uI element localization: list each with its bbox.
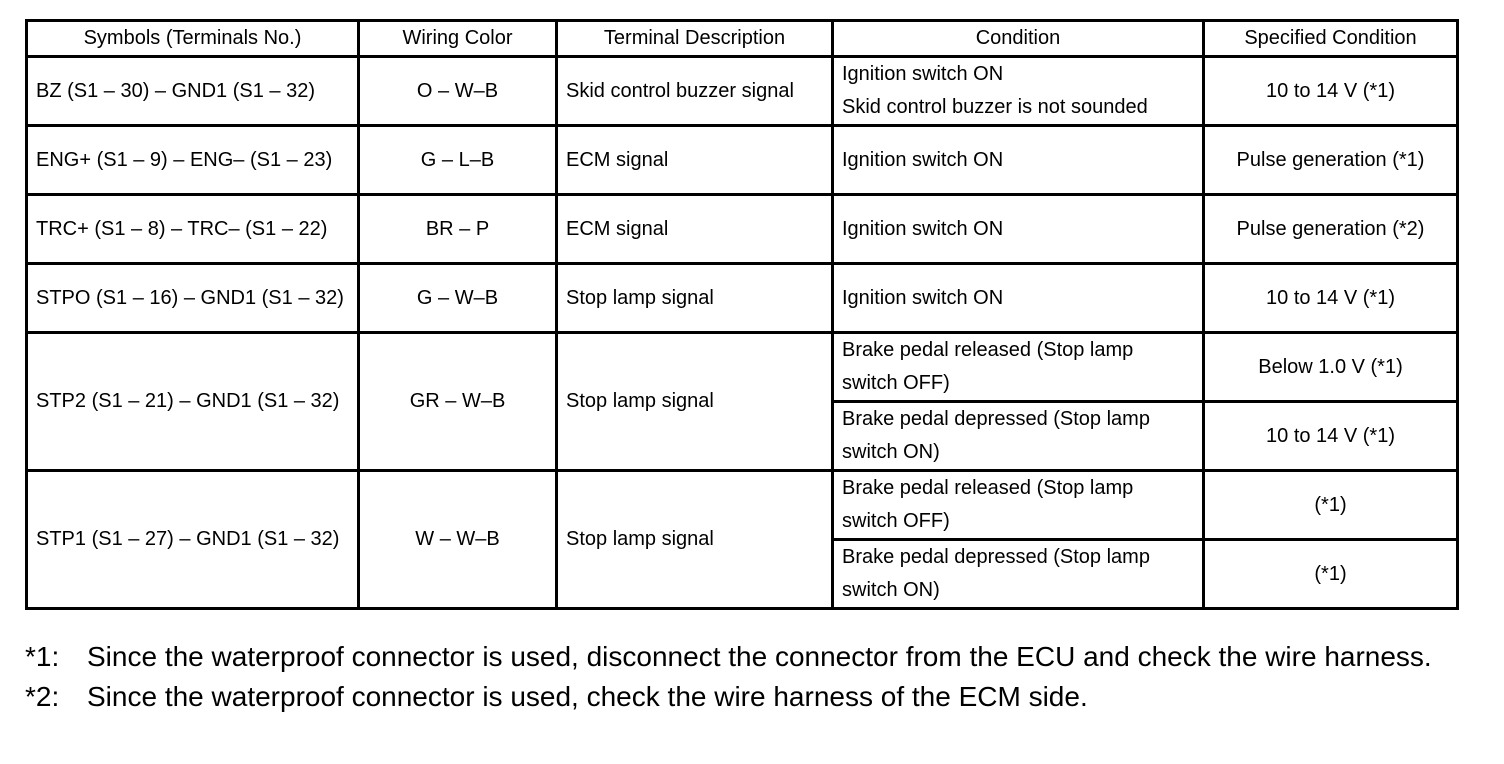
footnote-1 — [25, 637, 1485, 677]
specified-condition-cell: Pulse generation (*2) — [1204, 195, 1458, 264]
terminal-description-cell: ECM signal — [557, 126, 833, 195]
terminal-description-cell: Skid control buzzer signal — [557, 57, 833, 126]
table-row — [27, 333, 1458, 402]
wiring-color-cell: BR – P — [359, 195, 557, 264]
table-row — [27, 57, 1458, 126]
wiring-color-cell: G – W–B — [359, 264, 557, 333]
footnote-2 — [25, 677, 1485, 717]
symbol-cell: STP1 (S1 – 27) – GND1 (S1 – 32) — [27, 471, 359, 609]
table-row — [27, 264, 1458, 333]
specified-condition-cell: 10 to 14 V (*1) — [1204, 57, 1458, 126]
terminal-description-cell: Stop lamp signal — [557, 264, 833, 333]
symbol-cell: ENG+ (S1 – 9) – ENG– (S1 – 23) — [27, 126, 359, 195]
wiring-color-cell: G – L–B — [359, 126, 557, 195]
terminal-description-cell: Stop lamp signal — [557, 333, 833, 471]
condition-cell: Brake pedal released (Stop lamp switch OFF) — [833, 333, 1204, 402]
footnotes — [25, 637, 1485, 717]
footnote-text: Since the waterproof connector is used, disconnect the connector from the ECU and check the wire harness. — [87, 641, 1432, 672]
condition-cell: Ignition switch ON — [833, 126, 1204, 195]
header-symbols: Symbols (Terminals No.) — [27, 21, 359, 57]
footnote-mark: *2: — [25, 681, 60, 712]
table-header-row — [27, 21, 1458, 57]
condition-cell: Ignition switch ON — [833, 195, 1204, 264]
specified-condition-cell: Pulse generation (*1) — [1204, 126, 1458, 195]
header-specified-condition: Specified Condition — [1204, 21, 1458, 57]
condition-cell: Brake pedal released (Stop lamp switch OFF) — [833, 471, 1204, 540]
condition-line: Skid control buzzer is not sounded — [842, 96, 1148, 118]
wiring-color-cell: O – W–B — [359, 57, 557, 126]
terminal-description-cell: Stop lamp signal — [557, 471, 833, 609]
terminal-spec-table — [25, 19, 1459, 610]
condition-line: Ignition switch ON — [842, 63, 1004, 85]
condition-cell: Brake pedal depressed (Stop lamp switch ON) — [833, 402, 1204, 471]
condition-cell: Ignition switch ON — [833, 264, 1204, 333]
symbol-cell: STPO (S1 – 16) – GND1 (S1 – 32) — [27, 264, 359, 333]
specified-condition-cell: (*1) — [1204, 471, 1458, 540]
table-row — [27, 126, 1458, 195]
specified-condition-cell: 10 to 14 V (*1) — [1204, 402, 1458, 471]
symbol-cell: TRC+ (S1 – 8) – TRC– (S1 – 22) — [27, 195, 359, 264]
condition-cell: Brake pedal depressed (Stop lamp switch ON) — [833, 540, 1204, 609]
specified-condition-cell: (*1) — [1204, 540, 1458, 609]
table-row — [27, 471, 1458, 540]
header-terminal-description: Terminal Description — [557, 21, 833, 57]
specified-condition-cell: Below 1.0 V (*1) — [1204, 333, 1458, 402]
wiring-color-cell: GR – W–B — [359, 333, 557, 471]
specified-condition-cell: 10 to 14 V (*1) — [1204, 264, 1458, 333]
wiring-color-cell: W – W–B — [359, 471, 557, 609]
header-condition: Condition — [833, 21, 1204, 57]
condition-cell — [833, 57, 1204, 126]
footnote-text: Since the waterproof connector is used, check the wire harness of the ECM side. — [87, 681, 1088, 712]
terminal-description-cell: ECM signal — [557, 195, 833, 264]
symbol-cell: BZ (S1 – 30) – GND1 (S1 – 32) — [27, 57, 359, 126]
table-row — [27, 195, 1458, 264]
footnote-mark: *1: — [25, 641, 60, 672]
symbol-cell: STP2 (S1 – 21) – GND1 (S1 – 32) — [27, 333, 359, 471]
header-wiring-color: Wiring Color — [359, 21, 557, 57]
